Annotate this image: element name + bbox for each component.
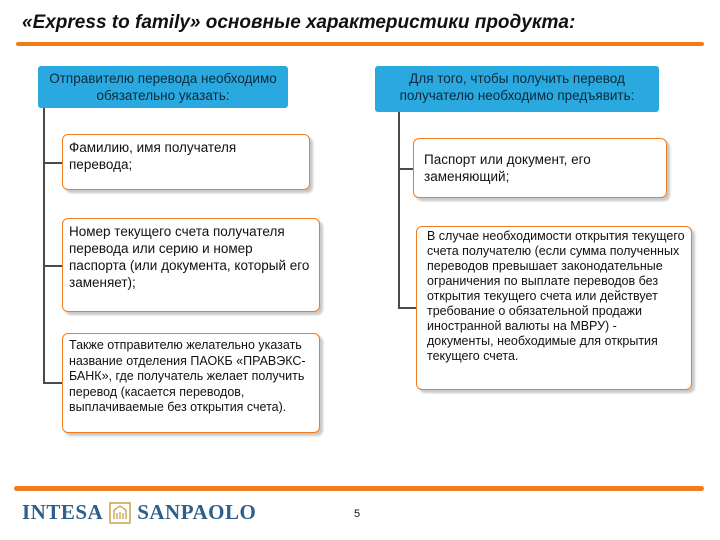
sender-item-branch: Также отправителю желательно указать название отделения ПАОКБ «ПРАВЭКС-БАНК», где получатель желает получить перевод (касается переводов, выплачиваемые без открытия счета). [62,333,320,433]
right-connector-vertical [398,112,400,308]
title-underline [16,42,704,46]
receiver-item-passport: Паспорт или документ, его заменяющий; [413,138,667,198]
left-connector-vertical [43,108,45,382]
logo-text-sanpaolo: SANPAOLO [137,500,257,524]
sender-item-name: Фамилию, имя получателя перевода; [62,134,310,190]
receiver-item-documents: В случае необходимости открытия текущего счета получателю (если сумма полученных переводов превышает законодательные ограничения по выплате переводов без открытия текущего счета или действует требование о обязательной продажи иностранной валюты на МВРУ) - документы, необходимые для открытия текущего счета. [416,226,692,390]
logo-mark-icon [109,502,131,524]
right-connector-2 [398,307,416,309]
logo-text-intesa: INTESA [22,500,104,524]
receiver-header: Для того, чтобы получить перевод получателю необходимо предъявить: [375,66,659,112]
page-number: 5 [354,508,361,520]
left-connector-3 [43,382,62,384]
footer-divider [14,486,704,491]
intesa-sanpaolo-logo [22,500,256,525]
slide-title: «Express to family» основные характеристики продукта: [22,12,576,33]
right-connector-1 [398,168,413,170]
sender-header: Отправителю перевода необходимо обязательно указать: [38,66,288,108]
left-connector-2 [43,265,62,267]
sender-item-account: Номер текущего счета получателя перевода или серию и номер паспорта (или документа, который его заменяет); [62,218,320,312]
left-connector-1 [43,162,62,164]
